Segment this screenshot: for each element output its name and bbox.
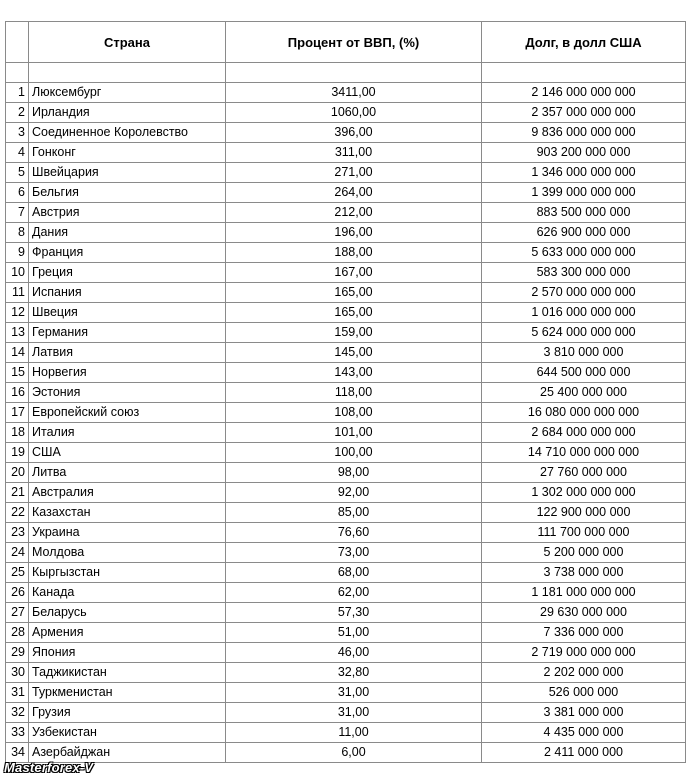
table-row bbox=[6, 403, 686, 423]
percent-cell: 264,00 bbox=[226, 183, 482, 203]
row-number: 16 bbox=[6, 383, 29, 403]
debt-cell: 2 719 000 000 000 bbox=[482, 643, 686, 663]
percent-cell: 271,00 bbox=[226, 163, 482, 183]
country-cell: Казахстан bbox=[29, 503, 226, 523]
percent-cell: 57,30 bbox=[226, 603, 482, 623]
country-cell: Дания bbox=[29, 223, 226, 243]
debt-cell: 5 200 000 000 bbox=[482, 543, 686, 563]
row-number: 3 bbox=[6, 123, 29, 143]
table-row bbox=[6, 663, 686, 683]
percent-cell: 118,00 bbox=[226, 383, 482, 403]
percent-cell: 73,00 bbox=[226, 543, 482, 563]
country-cell: Азербайджан bbox=[29, 743, 226, 763]
country-cell: Швейцария bbox=[29, 163, 226, 183]
row-number: 7 bbox=[6, 203, 29, 223]
debt-cell: 2 684 000 000 000 bbox=[482, 423, 686, 443]
debt-cell: 583 300 000 000 bbox=[482, 263, 686, 283]
debt-cell: 2 146 000 000 000 bbox=[482, 83, 686, 103]
debt-cell: 9 836 000 000 000 bbox=[482, 123, 686, 143]
percent-cell: 11,00 bbox=[226, 723, 482, 743]
row-number: 20 bbox=[6, 463, 29, 483]
table-row bbox=[6, 523, 686, 543]
table-row bbox=[6, 263, 686, 283]
percent-cell: 165,00 bbox=[226, 283, 482, 303]
debt-cell: 1 399 000 000 000 bbox=[482, 183, 686, 203]
row-number: 18 bbox=[6, 423, 29, 443]
percent-cell: 92,00 bbox=[226, 483, 482, 503]
debt-cell: 5 624 000 000 000 bbox=[482, 323, 686, 343]
table-row bbox=[6, 223, 686, 243]
percent-cell: 3411,00 bbox=[226, 83, 482, 103]
percent-cell: 212,00 bbox=[226, 203, 482, 223]
country-cell: США bbox=[29, 443, 226, 463]
header-percent: Процент от ВВП, (%) bbox=[226, 22, 482, 63]
percent-cell: 143,00 bbox=[226, 363, 482, 383]
country-cell: Франция bbox=[29, 243, 226, 263]
country-cell: Таджикистан bbox=[29, 663, 226, 683]
percent-cell: 145,00 bbox=[226, 343, 482, 363]
country-cell: Япония bbox=[29, 643, 226, 663]
table-row bbox=[6, 183, 686, 203]
debt-cell: 3 810 000 000 bbox=[482, 343, 686, 363]
row-number: 33 bbox=[6, 723, 29, 743]
debt-cell: 626 900 000 000 bbox=[482, 223, 686, 243]
percent-cell: 68,00 bbox=[226, 563, 482, 583]
country-cell: Бельгия bbox=[29, 183, 226, 203]
empty-row bbox=[6, 63, 686, 83]
country-cell: Соединенное Королевство bbox=[29, 123, 226, 143]
percent-cell: 396,00 bbox=[226, 123, 482, 143]
debt-cell: 3 738 000 000 bbox=[482, 563, 686, 583]
percent-cell: 46,00 bbox=[226, 643, 482, 663]
country-cell: Испания bbox=[29, 283, 226, 303]
row-number: 11 bbox=[6, 283, 29, 303]
table-row bbox=[6, 143, 686, 163]
debt-cell: 16 080 000 000 000 bbox=[482, 403, 686, 423]
spreadsheet bbox=[5, 21, 685, 763]
percent-cell: 85,00 bbox=[226, 503, 482, 523]
country-cell: Беларусь bbox=[29, 603, 226, 623]
percent-cell: 51,00 bbox=[226, 623, 482, 643]
percent-cell: 100,00 bbox=[226, 443, 482, 463]
table-row bbox=[6, 483, 686, 503]
debt-cell: 2 357 000 000 000 bbox=[482, 103, 686, 123]
table-row bbox=[6, 163, 686, 183]
percent-cell: 76,60 bbox=[226, 523, 482, 543]
debt-cell: 644 500 000 000 bbox=[482, 363, 686, 383]
row-number: 28 bbox=[6, 623, 29, 643]
percent-cell: 31,00 bbox=[226, 703, 482, 723]
table-row bbox=[6, 243, 686, 263]
debt-cell: 526 000 000 bbox=[482, 683, 686, 703]
percent-cell: 31,00 bbox=[226, 683, 482, 703]
debt-table bbox=[5, 21, 686, 763]
country-cell: Австралия bbox=[29, 483, 226, 503]
country-cell: Грузия bbox=[29, 703, 226, 723]
debt-cell: 122 900 000 000 bbox=[482, 503, 686, 523]
table-row bbox=[6, 563, 686, 583]
country-cell: Литва bbox=[29, 463, 226, 483]
row-number: 25 bbox=[6, 563, 29, 583]
table-row bbox=[6, 743, 686, 763]
country-cell: Латвия bbox=[29, 343, 226, 363]
row-number: 12 bbox=[6, 303, 29, 323]
debt-cell: 1 346 000 000 000 bbox=[482, 163, 686, 183]
header-row bbox=[6, 22, 686, 63]
row-number: 31 bbox=[6, 683, 29, 703]
country-cell: Армения bbox=[29, 623, 226, 643]
country-cell: Украина bbox=[29, 523, 226, 543]
table-row bbox=[6, 383, 686, 403]
row-number: 27 bbox=[6, 603, 29, 623]
country-cell: Туркменистан bbox=[29, 683, 226, 703]
country-cell: Гонконг bbox=[29, 143, 226, 163]
debt-cell: 27 760 000 000 bbox=[482, 463, 686, 483]
country-cell: Австрия bbox=[29, 203, 226, 223]
row-number: 21 bbox=[6, 483, 29, 503]
country-cell: Канада bbox=[29, 583, 226, 603]
header-debt: Долг, в долл США bbox=[482, 22, 686, 63]
country-cell: Швеция bbox=[29, 303, 226, 323]
row-number: 6 bbox=[6, 183, 29, 203]
debt-cell: 29 630 000 000 bbox=[482, 603, 686, 623]
country-cell: Эстония bbox=[29, 383, 226, 403]
row-number: 34 bbox=[6, 743, 29, 763]
table-row bbox=[6, 723, 686, 743]
table-row bbox=[6, 283, 686, 303]
row-number: 17 bbox=[6, 403, 29, 423]
table-row bbox=[6, 103, 686, 123]
row-number: 30 bbox=[6, 663, 29, 683]
percent-cell: 98,00 bbox=[226, 463, 482, 483]
watermark: Masterforex-V bbox=[4, 760, 94, 775]
row-number: 13 bbox=[6, 323, 29, 343]
table-row bbox=[6, 543, 686, 563]
debt-cell: 2 411 000 000 bbox=[482, 743, 686, 763]
percent-cell: 32,80 bbox=[226, 663, 482, 683]
percent-cell: 101,00 bbox=[226, 423, 482, 443]
table-row bbox=[6, 603, 686, 623]
debt-cell: 903 200 000 000 bbox=[482, 143, 686, 163]
row-number: 10 bbox=[6, 263, 29, 283]
table-row bbox=[6, 363, 686, 383]
debt-cell: 883 500 000 000 bbox=[482, 203, 686, 223]
row-number: 32 bbox=[6, 703, 29, 723]
country-cell: Норвегия bbox=[29, 363, 226, 383]
debt-cell: 14 710 000 000 000 bbox=[482, 443, 686, 463]
country-cell: Германия bbox=[29, 323, 226, 343]
row-number: 1 bbox=[6, 83, 29, 103]
debt-cell: 7 336 000 000 bbox=[482, 623, 686, 643]
debt-cell: 2 202 000 000 bbox=[482, 663, 686, 683]
table-row bbox=[6, 343, 686, 363]
debt-cell: 3 381 000 000 bbox=[482, 703, 686, 723]
row-number: 5 bbox=[6, 163, 29, 183]
debt-cell: 1 302 000 000 000 bbox=[482, 483, 686, 503]
row-number: 14 bbox=[6, 343, 29, 363]
country-cell: Европейский союз bbox=[29, 403, 226, 423]
table-row bbox=[6, 683, 686, 703]
debt-cell: 1 016 000 000 000 bbox=[482, 303, 686, 323]
row-number: 29 bbox=[6, 643, 29, 663]
debt-cell: 4 435 000 000 bbox=[482, 723, 686, 743]
table-row bbox=[6, 83, 686, 103]
percent-cell: 108,00 bbox=[226, 403, 482, 423]
country-cell: Молдова bbox=[29, 543, 226, 563]
percent-cell: 1060,00 bbox=[226, 103, 482, 123]
row-number: 2 bbox=[6, 103, 29, 123]
row-number: 8 bbox=[6, 223, 29, 243]
row-number: 19 bbox=[6, 443, 29, 463]
row-number: 23 bbox=[6, 523, 29, 543]
header-country: Страна bbox=[29, 22, 226, 63]
table-row bbox=[6, 463, 686, 483]
percent-cell: 188,00 bbox=[226, 243, 482, 263]
country-cell: Кыргызстан bbox=[29, 563, 226, 583]
table-body bbox=[6, 63, 686, 763]
percent-cell: 62,00 bbox=[226, 583, 482, 603]
country-cell: Люксембург bbox=[29, 83, 226, 103]
country-cell: Греция bbox=[29, 263, 226, 283]
row-number: 24 bbox=[6, 543, 29, 563]
row-number: 26 bbox=[6, 583, 29, 603]
table-row bbox=[6, 303, 686, 323]
table-row bbox=[6, 203, 686, 223]
row-number: 22 bbox=[6, 503, 29, 523]
table-row bbox=[6, 643, 686, 663]
debt-cell: 5 633 000 000 000 bbox=[482, 243, 686, 263]
debt-cell: 111 700 000 000 bbox=[482, 523, 686, 543]
percent-cell: 165,00 bbox=[226, 303, 482, 323]
table-row bbox=[6, 703, 686, 723]
table-row bbox=[6, 623, 686, 643]
country-cell: Узбекистан bbox=[29, 723, 226, 743]
debt-cell: 2 570 000 000 000 bbox=[482, 283, 686, 303]
table-row bbox=[6, 323, 686, 343]
row-number: 15 bbox=[6, 363, 29, 383]
country-cell: Ирландия bbox=[29, 103, 226, 123]
row-number: 9 bbox=[6, 243, 29, 263]
percent-cell: 196,00 bbox=[226, 223, 482, 243]
debt-cell: 25 400 000 000 bbox=[482, 383, 686, 403]
table-row bbox=[6, 443, 686, 463]
percent-cell: 159,00 bbox=[226, 323, 482, 343]
header-index bbox=[6, 22, 29, 63]
debt-cell: 1 181 000 000 000 bbox=[482, 583, 686, 603]
percent-cell: 6,00 bbox=[226, 743, 482, 763]
table-row bbox=[6, 583, 686, 603]
table-row bbox=[6, 503, 686, 523]
percent-cell: 167,00 bbox=[226, 263, 482, 283]
percent-cell: 311,00 bbox=[226, 143, 482, 163]
table-row bbox=[6, 123, 686, 143]
table-row bbox=[6, 423, 686, 443]
country-cell: Италия bbox=[29, 423, 226, 443]
row-number: 4 bbox=[6, 143, 29, 163]
